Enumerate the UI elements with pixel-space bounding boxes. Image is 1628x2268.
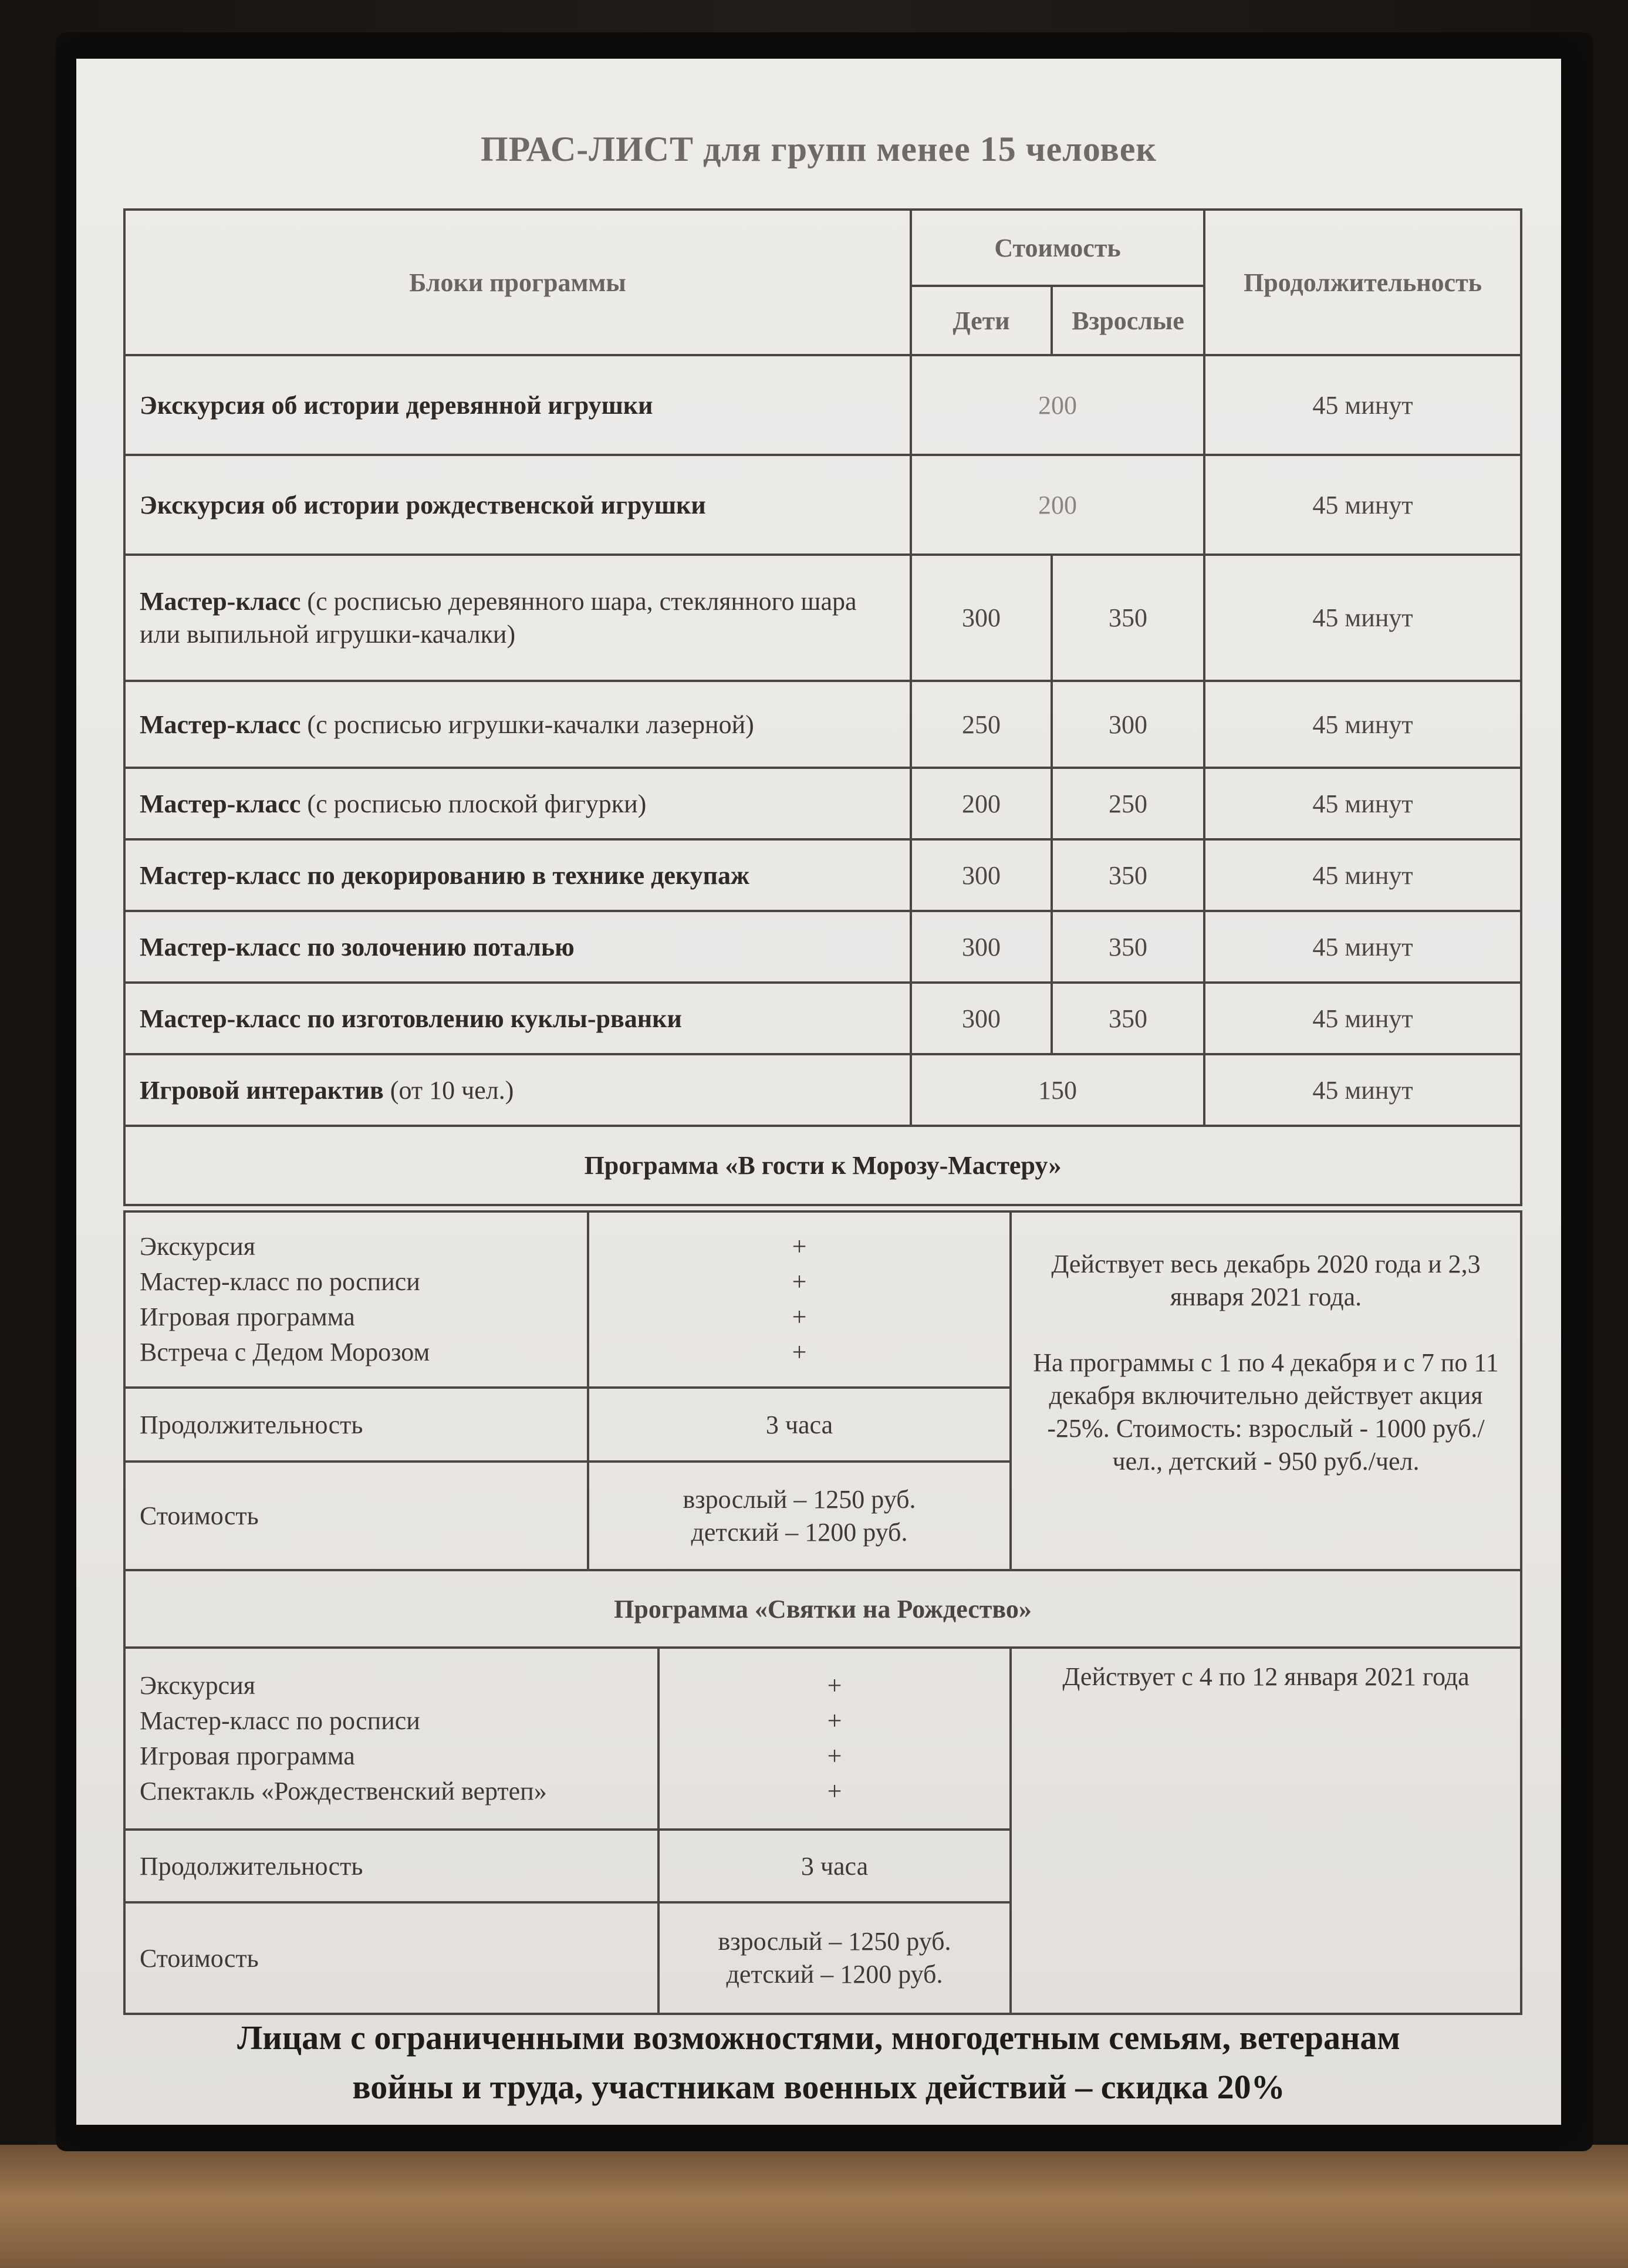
row-children-price: 300 <box>911 555 1052 681</box>
program1-note-2: На программы с 1 по 4 декабря и с 7 по 11 декабря включительно действует акция -25%. Стоимость: взрослый - 1000 руб./чел., детский - 950 руб./чел. <box>1033 1348 1499 1476</box>
row-adults-price: 250 <box>1052 768 1204 839</box>
table-row <box>124 355 1521 455</box>
row-name: Мастер-класс (с росписью плоской фигурки) <box>124 768 911 839</box>
row-adults-price: 300 <box>1052 681 1204 768</box>
program1-cost-child: детский – 1200 руб. <box>691 1517 908 1547</box>
row-duration: 45 минут <box>1204 555 1521 681</box>
row-name: Экскурсия об истории деревянной игрушки <box>124 355 911 455</box>
row-price: 150 <box>911 1054 1204 1126</box>
program1-note-1: Действует весь декабрь 2020 года и 2,3 января 2021 года. <box>1051 1250 1481 1311</box>
row-name: Мастер-класс (с росписью деревянного шара, стеклянного шара или выпильной игрушки-качалки) <box>124 555 911 681</box>
list-item: Спектакль «Рождественский вертеп» <box>140 1777 547 1805</box>
row-children-price: 300 <box>911 839 1052 911</box>
table-row <box>124 555 1521 681</box>
row-duration: 45 минут <box>1204 1054 1521 1126</box>
row-name: Мастер-класс (с росписью игрушки-качалки лазерной) <box>124 681 911 768</box>
wooden-floor <box>0 2145 1628 2268</box>
table-row <box>124 1054 1521 1126</box>
plus-mark: + <box>792 1232 807 1261</box>
discount-note <box>117 2013 1520 2112</box>
plus-mark: + <box>792 1267 807 1296</box>
program2-note-1: Действует с 4 по 12 января 2021 года <box>1062 1662 1470 1691</box>
program1-table <box>123 1210 1522 1649</box>
header-duration: Продолжительность <box>1204 210 1521 355</box>
row-adults-price: 350 <box>1052 983 1204 1054</box>
plus-mark: + <box>827 1671 842 1700</box>
program2-marks <box>658 1648 1011 1830</box>
row-children-price: 300 <box>911 911 1052 983</box>
program2-items <box>124 1648 658 1830</box>
program1-cost-adult: взрослый – 1250 руб. <box>683 1484 916 1514</box>
row-name: Мастер-класс по изготовлению куклы-рванки <box>124 983 911 1054</box>
row-duration: 45 минут <box>1204 355 1521 455</box>
row-adults-price: 350 <box>1052 839 1204 911</box>
row-children-price: 300 <box>911 983 1052 1054</box>
table-row <box>124 839 1521 911</box>
row-name: Экскурсия об истории рождественской игрушки <box>124 455 911 555</box>
discount-line-1: Лицам с ограниченными возможностями, многодетным семьям, ветеранам <box>237 2019 1400 2057</box>
header-cost: Стоимость <box>911 210 1204 286</box>
list-item: Мастер-класс по росписи <box>140 1267 420 1296</box>
row-children-price: 200 <box>911 768 1052 839</box>
price-table <box>123 208 1522 1206</box>
list-item: Игровая программа <box>140 1302 355 1331</box>
header-adults: Взрослые <box>1052 286 1204 355</box>
discount-line-2: войны и труда, участникам военных действий – скидка 20% <box>352 2068 1285 2106</box>
row-price: 200 <box>911 455 1204 555</box>
row-adults-price: 350 <box>1052 911 1204 983</box>
table-row <box>124 911 1521 983</box>
program2-title: Программа «Святки на Рождество» <box>124 1570 1521 1648</box>
list-item: Экскурсия <box>140 1671 255 1700</box>
table-row <box>124 983 1521 1054</box>
program2-duration-value: 3 часа <box>658 1830 1011 1902</box>
row-duration: 45 минут <box>1204 681 1521 768</box>
table-row <box>124 768 1521 839</box>
plus-mark: + <box>792 1338 807 1366</box>
row-name: Игровой интерактив (от 10 чел.) <box>124 1054 911 1126</box>
row-price: 200 <box>911 355 1204 455</box>
list-item: Игровая программа <box>140 1742 355 1770</box>
row-name: Мастер-класс по декорированию в технике декупаж <box>124 839 911 911</box>
row-children-price: 250 <box>911 681 1052 768</box>
program2-cost-value <box>658 1902 1011 2014</box>
table-row <box>124 455 1521 555</box>
program2-notes <box>1011 1648 1521 2014</box>
program2-duration-label: Продолжительность <box>124 1830 658 1902</box>
program1-cost-label: Стоимость <box>124 1462 588 1570</box>
program1-duration-label: Продолжительность <box>124 1388 588 1462</box>
program1-notes <box>1011 1211 1521 1570</box>
row-duration: 45 минут <box>1204 983 1521 1054</box>
row-duration: 45 минут <box>1204 455 1521 555</box>
list-item: Мастер-класс по росписи <box>140 1706 420 1735</box>
program2-cost-label: Стоимость <box>124 1902 658 2014</box>
program2-table <box>123 1646 1522 2015</box>
plus-mark: + <box>827 1706 842 1735</box>
program2-cost-child: детский – 1200 руб. <box>726 1960 943 1989</box>
page-title: ПРАС-ЛИСТ для групп менее 15 человек <box>480 130 1157 168</box>
program1-cost-value <box>588 1462 1011 1570</box>
table-row <box>124 681 1521 768</box>
row-duration: 45 минут <box>1204 839 1521 911</box>
row-duration: 45 минут <box>1204 768 1521 839</box>
row-name: Мастер-класс по золочению поталью <box>124 911 911 983</box>
list-item: Экскурсия <box>140 1232 255 1261</box>
program1-duration-value: 3 часа <box>588 1388 1011 1462</box>
row-adults-price: 350 <box>1052 555 1204 681</box>
plus-mark: + <box>827 1742 842 1770</box>
header-blocks: Блоки программы <box>124 210 911 355</box>
row-duration: 45 минут <box>1204 911 1521 983</box>
program1-items <box>124 1211 588 1388</box>
program1-title: Программа «В гости к Морозу-Мастеру» <box>124 1126 1521 1205</box>
program1-marks <box>588 1211 1011 1388</box>
header-children: Дети <box>911 286 1052 355</box>
plus-mark: + <box>827 1777 842 1805</box>
price-list-sheet <box>76 59 1561 2125</box>
program2-cost-adult: взрослый – 1250 руб. <box>718 1927 951 1956</box>
list-item: Встреча с Дедом Морозом <box>140 1338 430 1366</box>
plus-mark: + <box>792 1302 807 1331</box>
